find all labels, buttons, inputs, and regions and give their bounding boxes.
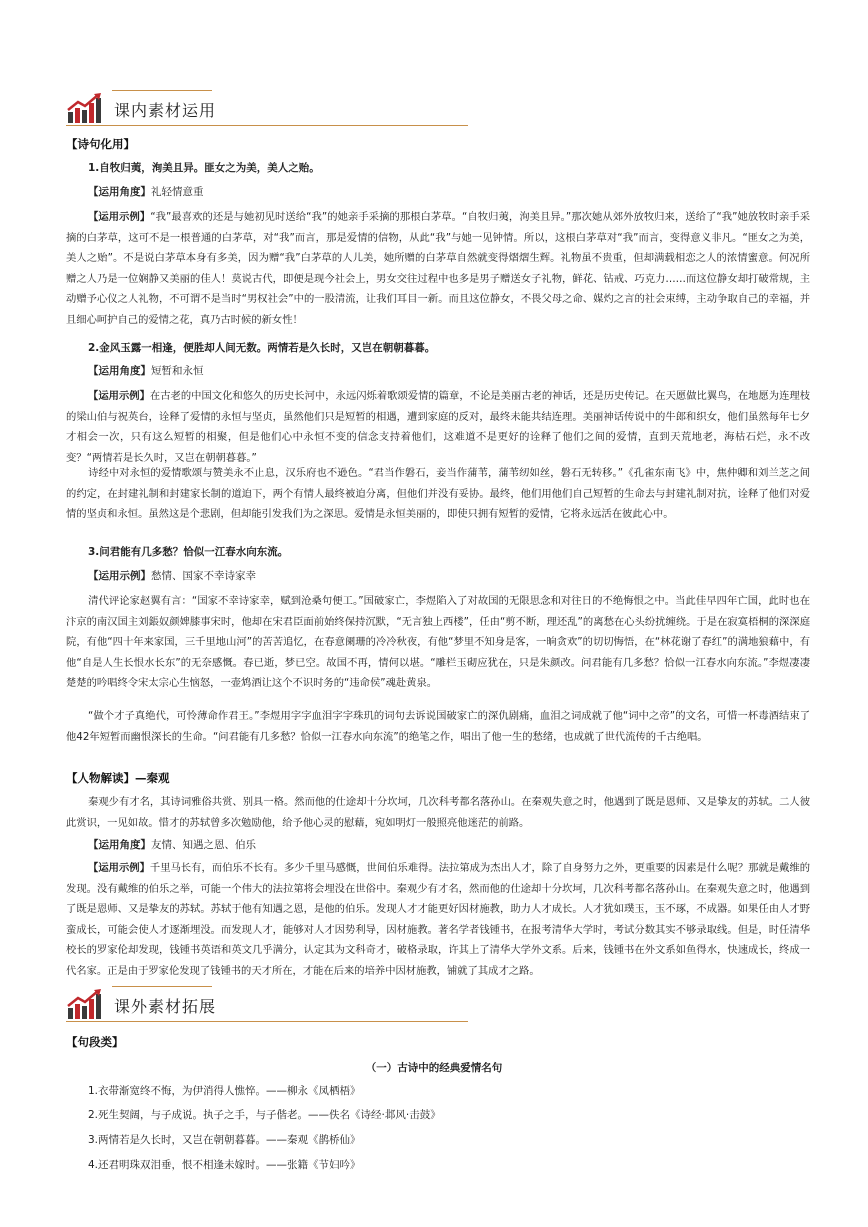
header-underline <box>66 125 468 126</box>
poem-3-para-1: 清代评论家赵翼有言：“国家不幸诗家幸，赋到沧桑句便工。”国破家亡，李煜陷入了对故国的无限思念和对往日的不绝悔恨之中。当此佳早四年亡国，此时也在汴京的南汉国主刘鋹奴颜婢膝事宋时，他却在宋君臣面前始终保持沉默，“无言独上西楼”，任由“剪不断，理还乱”的离愁在心头纷扰缠绕。于是在寂寞梧桐的深深庭院，有他“四十年来家国，三千里地山河”的苦苦追忆，在春意阑珊的冷冷秋夜，有他“梦里不知身是客，一晌贪欢”的切切悔悟，在“林花谢了春红”的满地狼藉中，有他“自是人生长恨水长东”的无奈感慨。春已逝，梦已空。故国不再，情何以堪。“雕栏玉砌应犹在，只是朱颜改。问君能有几多愁？恰似一江春水向东流。”李煜凄凄楚楚的吟唱终令宋太宗心生恼怒，一壶鸩酒让这个不识时务的“违命侯”魂赴黄泉。 <box>66 595 810 690</box>
header-accent-line <box>112 986 212 987</box>
poem-1-example: 【运用示例】“我”最喜欢的还是与她初见时送给“我”的她亲手采摘的那根白茅草。“自牧归荑，洵美且异。”那次她从郊外放牧归来，送给了“我”她放牧时亲手采摘的白茅草，这可不是一根普通的白茅草，对“我”而言，那是爱情的信物，从此“我”与她一见钟情。所以，这根白茅草对“我”而言，变得意义非凡。“匪女之为美，美人之贻”。不是说白茅草本身有多美，因为赠“我”白茅草的人儿美，她所赠的白茅草自然就变得熠熠生辉。礼物虽不贵重，但却满载相恋之人的浓情蜜意。何况所赠之人乃是一位娴静又美丽的佳人！莫说古代，即便是现今社会上，男女交往过程中也多是男子赠送女子礼物，鲜花、钻戒、巧克力……而这位静女却打破常规，主动赠予心仪之人礼物，不可谓不是当时“男权社会”中的一股清流，让我们耳目一新。而且这位静女，不畏父母之命、媒灼之言的社会束缚，主动争取自己的幸福，并且细心呵护自己的爱情之花，真乃古时候的新女性！ <box>66 211 810 326</box>
section-header-in-class <box>66 90 468 126</box>
poem-2-title: 2.金风玉露一相逢，便胜却人间无数。两情若是久长时，又岂在朝朝暮暮。 <box>88 342 436 354</box>
poem-3-title: 3.问君能有几多愁？恰似一江春水向东流。 <box>88 546 289 558</box>
quotes-subtitle: （一）古诗中的经典爱情名句 <box>365 1062 503 1074</box>
poem-2-extra: 诗经中对永恒的爱情歌颂与赞美永不止息，汉乐府也不逊色。“君当作磐石，妾当作蒲苇，蒲苇纫如丝，磐石无转移。”《孔雀东南飞》中，焦仲卿和刘兰芝之间的约定，在封建礼制和封建家长制的道迫下，两个有情人最终被迫分离，但他们并没有妥协。最终，他们用他们自己短暂的生命去与封建礼制对抗，诠释了他们对爱情的坚贞和永恒。虽然这是个悲剧，但却能引发我们为之深思。爱情是永恒美丽的，即使只拥有短暂的爱情，它将永远活在彼此心中。 <box>66 467 810 521</box>
poem-3-example-label: 【运用示例】愁情、国家不幸诗家幸 <box>88 570 256 582</box>
quote-item: 1.衣带渐宽终不悔，为伊消得人憔悴。——柳永《凤栖梧》 <box>88 1085 361 1097</box>
header-accent-line <box>112 90 212 91</box>
section-header-extra <box>66 986 468 1022</box>
quote-item: 4.还君明珠双泪垂，恨不相逢未嫁时。——张籍《节妇吟》 <box>88 1159 361 1171</box>
person-example: 【运用示例】千里马长有，而伯乐不长有。多少千里马感慨，世间伯乐难得。法拉第成为杰出人才，除了自身努力之外，更重要的因素是什么呢？那就是戴维的发现。没有戴维的伯乐之举，可能一个伟大的法拉第将会埋没在世俗中。秦观少有才名，然而他的仕途却十分坎坷，几次科考都名落孙山。在秦观失意之时，他遇到了既是恩师、又是挚友的苏轼。苏轼于他有知遇之恩，是他的伯乐。发现人才才能更好因材施教，助力人才成长。人才犹如璞玉，玉不琢，不成器。如果任由人才野蛮成长，可能会使人才逐渐埋没。而发现人才，能够对人才因势利导，因材施教。著名学者钱锺书，在报考清华大学时，考试分数其实不够录取线。但是，时任清华校长的罗家伦却发现，钱锺书英语和英文几乎满分，认定其为文科奇才，破格录取，许其上了清华大学外文系。后来，钱锺书在外文系如鱼得水，快速成长，终成一代名家。正是由于罗家伦发现了钱锺书的天才所在，才能在后来的培养中因材施教，铺就了其成才之路。 <box>66 862 811 977</box>
quote-item: 3.两情若是久长时，又岂在朝朝暮暮。——秦观《鹊桥仙》 <box>88 1134 361 1146</box>
poem-1-title: 1.自牧归荑，洵美且异。匪女之为美，美人之贻。 <box>88 162 320 174</box>
poem-2-angle: 【运用角度】短暂和永恒 <box>88 365 204 377</box>
person-intro: 秦观少有才名，其诗词雅俗共赏、别具一格。然而他的仕途却十分坎坷，几次科考都名落孙山。在秦观失意之时，他遇到了既是恩师、又是挚友的苏轼。二人彼此赏识，一见如故。惜才的苏轼曾多次勉励他，给予他心灵的慰藉，宛如明灯一般照亮他迷茫的前路。 <box>66 796 810 829</box>
category-poetry: 【诗句化用】 <box>66 137 135 151</box>
section-title: 课外素材拓展 <box>114 997 217 1016</box>
growth-chart-icon <box>66 92 106 124</box>
quote-item: 2.死生契阔，与子成说。执子之手，与子偕老。——佚名《诗经·邶风·击鼓》 <box>88 1109 441 1121</box>
section-title: 课内素材运用 <box>114 101 217 120</box>
growth-chart-icon <box>66 988 106 1020</box>
person-angle: 【运用角度】友情、知遇之恩、伯乐 <box>88 839 256 851</box>
header-underline <box>66 1021 468 1022</box>
poem-3-para-2: “做个才子真绝代，可怜薄命作君王。”李煜用字字血泪字字珠玑的词句去诉说国破家亡的深仇剧痛，血泪之词成就了他“词中之帝”的文名，可惜一杯毒酒结束了他42年短暂而幽恨深长的生命。“问君能有几多愁？恰似一江春水向东流”的绝笔之作，唱出了他一生的愁绪，也成就了世代流传的千古绝唱。 <box>66 710 810 743</box>
poem-2-example: 【运用示例】在古老的中国文化和悠久的历史长河中，永远闪烁着歌颂爱情的篇章，不论是美丽古老的神话，还是历史传记。在天愿做比翼鸟，在地愿为连理枝的梁山伯与祝英台，诠释了爱情的永恒与坚贞，虽然他们只是短暂的相遇，遭到家庭的反对，最终未能共结连理。美丽神话传说中的牛郎和织女，他们虽然每年七夕才相会一次，只有这么短暂的相聚，但是他们心中永恒不变的信念支持着他们，这难道不是更好的诠释了他们之间的爱情，直到天荒地老，海枯石烂，永不改变？“两情若是长久时，又岂在朝朝暮暮。” <box>66 390 811 464</box>
category-sentences: 【句段类】 <box>66 1035 124 1049</box>
poem-1-angle: 【运用角度】礼轻情意重 <box>88 186 204 198</box>
category-person: 【人物解读】—秦观 <box>66 771 170 785</box>
